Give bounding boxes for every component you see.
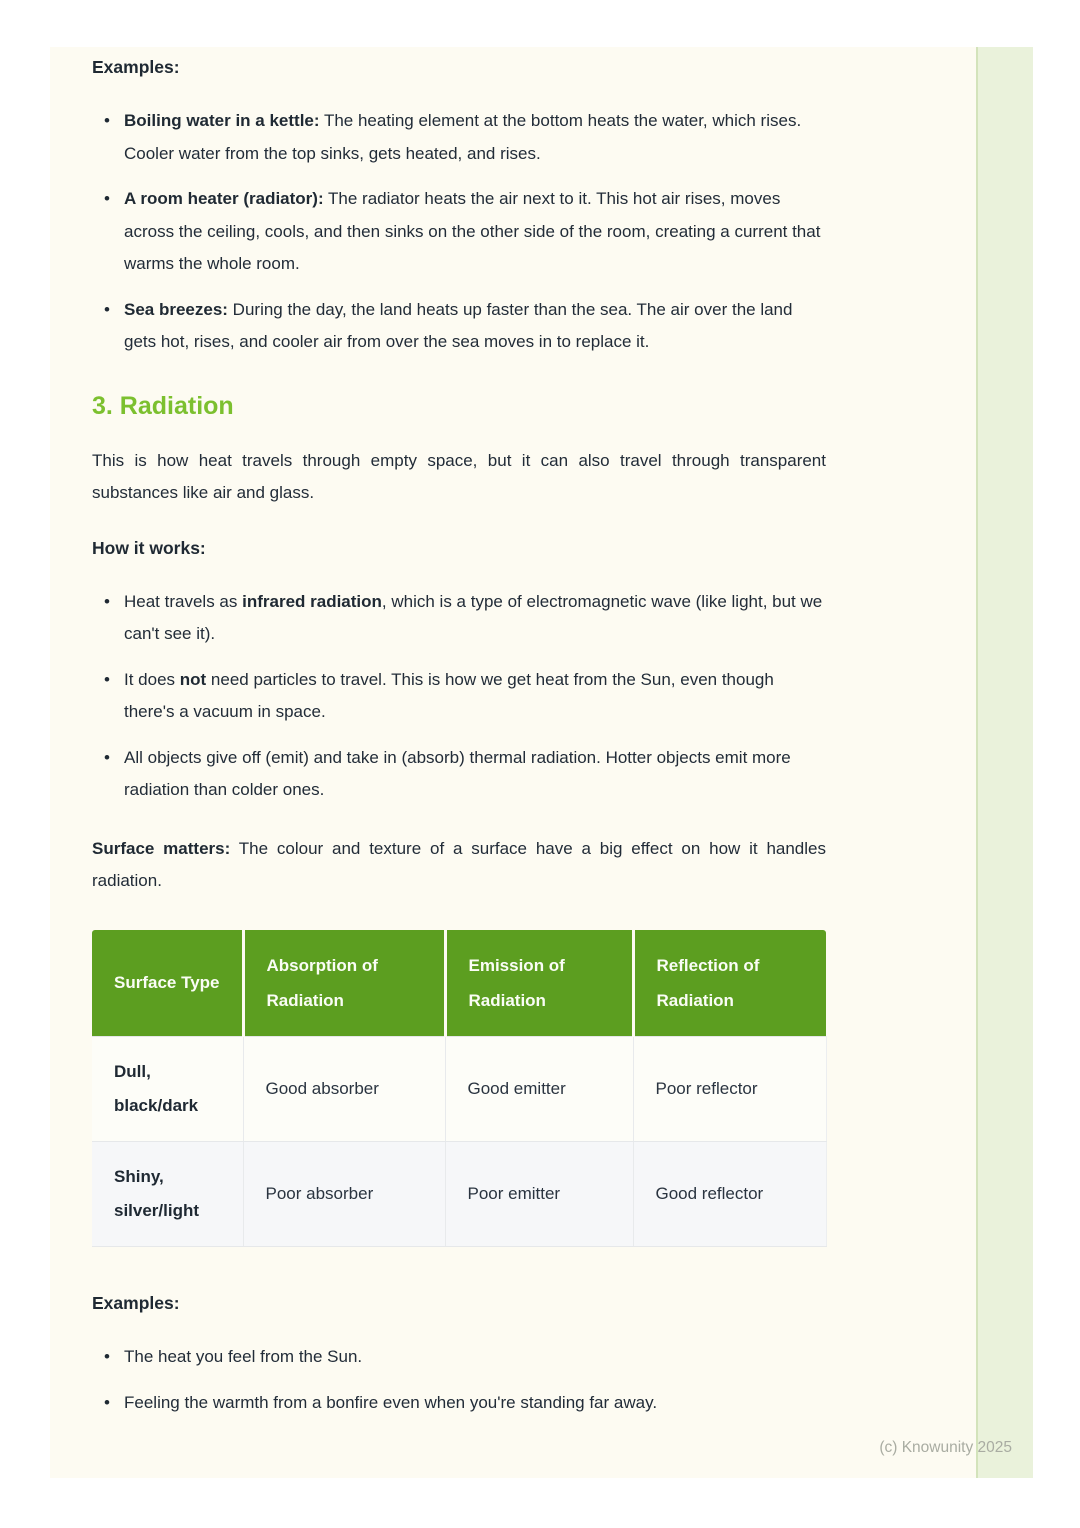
list-item-text: Feeling the warmth from a bonfire even when you're standing far away. (124, 1392, 658, 1412)
examples-heading-top: Examples: (92, 57, 180, 77)
convection-examples-list (92, 105, 826, 359)
surface-matters-text: The colour and texture of a surface have a big effect on how it handles radiation. (92, 838, 826, 890)
list-item (92, 1387, 826, 1420)
list-item (92, 586, 826, 651)
page-edge-strip (976, 47, 1033, 1478)
radiation-intro-paragraph: This is how heat travels through empty space, but it can also travel through transparent substances like air and glass. (92, 450, 826, 502)
how-it-works-heading: How it works: (92, 537, 206, 558)
list-item-text: Heat travels as (124, 591, 243, 611)
table-header-cell: Reflection of Radiation (633, 930, 826, 1037)
table-header-cell: Surface Type (92, 930, 243, 1037)
radiation-examples-list (92, 1341, 826, 1419)
table-cell-surface-type: Dull, black/dark (92, 1037, 243, 1142)
table-header-row (92, 930, 826, 1037)
list-item (92, 183, 826, 281)
table-cell: Poor reflector (633, 1037, 826, 1142)
table-row (92, 1142, 826, 1247)
table-cell: Good emitter (445, 1037, 633, 1142)
list-item-text: The heat you feel from the Sun. (124, 1347, 363, 1366)
copyright-watermark: (c) Knowunity 2025 (879, 1439, 1012, 1456)
table-header-cell: Emission of Radiation (445, 930, 633, 1037)
table-cell: Poor absorber (243, 1142, 445, 1247)
list-item-lead: Boiling water in a kettle: (124, 111, 320, 130)
how-it-works-list (92, 586, 826, 807)
table-cell: Poor emitter (445, 1142, 633, 1247)
document-page (50, 47, 1033, 1478)
list-item-text: need particles to travel. This is how we get heat from the Sun, even though there's a vacuum in space. (124, 669, 774, 721)
list-item (92, 1341, 826, 1374)
list-item-lead: Sea breezes: (124, 299, 228, 319)
surface-matters-paragraph (92, 833, 826, 898)
list-item-text: The heating element at the bottom heats the water, which rises. Cooler water from the top sinks, gets heated, and rises. (124, 111, 802, 163)
page-content (92, 47, 826, 1419)
list-item (92, 105, 826, 170)
list-item-text: , which is a type of electromagnetic wave (like light, but we can't see it). (124, 591, 823, 643)
table-cell-surface-type: Shiny, silver/light (92, 1142, 243, 1247)
radiation-section-heading: 3. Radiation (92, 391, 234, 420)
table-cell: Good reflector (633, 1142, 826, 1247)
list-item (92, 294, 826, 359)
table-header-cell: Absorption of Radiation (243, 930, 445, 1037)
list-item (92, 664, 826, 729)
list-item-lead: A room heater (radiator): (124, 189, 324, 208)
list-item-text: The radiator heats the air next to it. This hot air rises, moves across the ceiling, cools, and then sinks on the other side of the room, creating a current that warms the whole room. (124, 189, 821, 273)
surface-radiation-table (92, 930, 827, 1248)
list-item-text: During the day, the land heats up faster than the sea. The air over the land gets hot, rises, and cooler air from over the sea moves in to replace it. (124, 299, 793, 351)
list-item-bold: not (179, 669, 207, 689)
list-item-text: All objects give off (emit) and take in (absorb) thermal radiation. Hotter objects emit more radiation than colder ones. (124, 747, 791, 799)
list-item-text: It does (124, 669, 180, 689)
table-row (92, 1037, 826, 1142)
list-item-bold: infrared radiation (242, 591, 382, 611)
list-item (92, 742, 826, 807)
examples-heading-bottom: Examples: (92, 1293, 180, 1313)
table-cell: Good absorber (243, 1037, 445, 1142)
surface-matters-lead: Surface matters: (92, 838, 231, 858)
